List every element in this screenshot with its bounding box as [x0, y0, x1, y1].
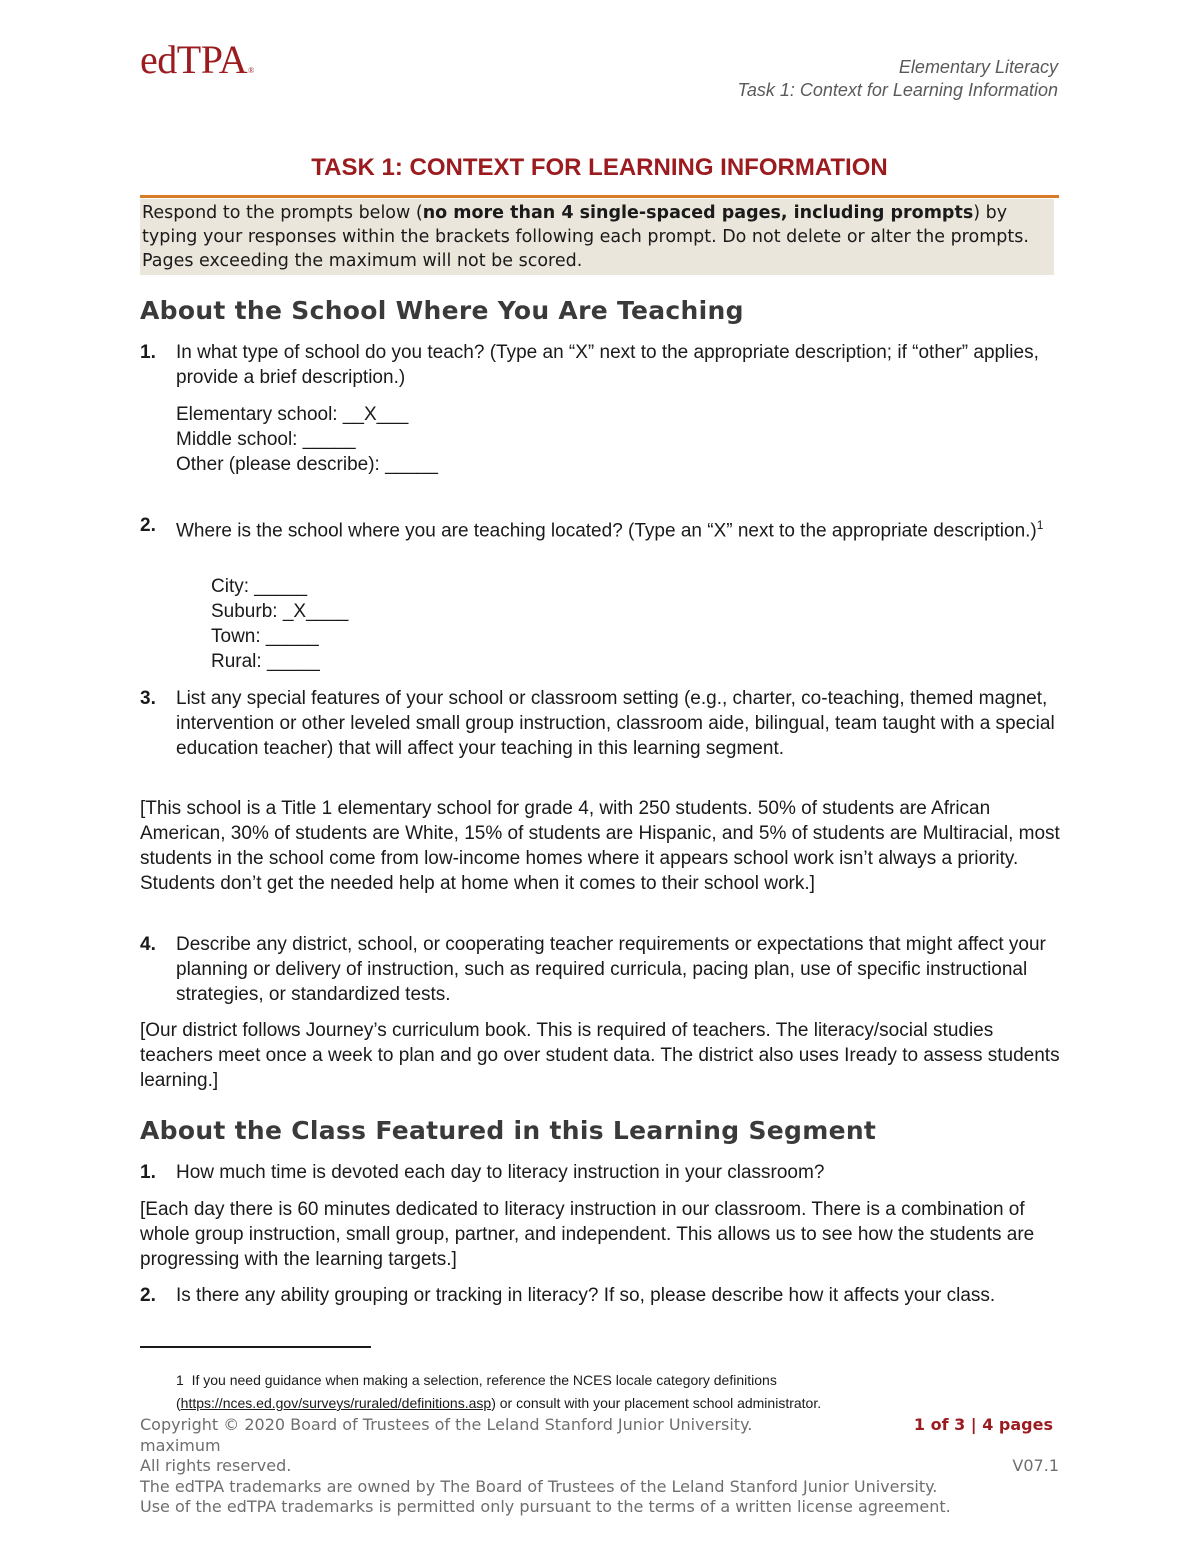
instructions-box: Respond to the prompts below (no more than 4 single-spaced pages, including prompts) by typing your responses within the brackets following each prompt. Do not delete or alter the prompts. Pages exceeding the maximum will not be scored. — [140, 199, 1054, 275]
question-literacy-time: 1. How much time is devoted each day to literacy instruction in your classroom? — [140, 1162, 825, 1183]
footnote-line-2: (https://nces.ed.gov/surveys/ruraled/definitions.asp) or consult with your placement school administrator. — [176, 1395, 822, 1411]
footnote-number: 1 — [176, 1372, 184, 1388]
question-requirements: 4. Describe any district, school, or cooperating teacher requirements or expectations that might affect your planning or delivery of instruction, such as required curricula, pacing plan, use of specific instructional strategies, or standardized tests. — [140, 934, 1046, 1005]
header-task: Task 1: Context for Learning Information — [737, 80, 1058, 100]
section-heading-school: About the School Where You Are Teaching — [140, 296, 744, 325]
page-title: TASK 1: CONTEXT FOR LEARNING INFORMATION — [311, 154, 888, 181]
option-town: Town: _____ — [211, 626, 319, 647]
version-label: V07.1 — [1012, 1456, 1059, 1475]
answer-special-features: [This school is a Title 1 elementary school for grade 4, with 250 students. 50% of students are African American, 30% of students are White, 15% of students are Hispanic, and 5% of students are Multiracial, most students in the school come from low-income homes where it appears school work isn’t always a priority. Students don’t get the needed help at home when it comes to their school work.] — [140, 798, 1060, 894]
option-suburb: Suburb: _X____ — [211, 601, 349, 622]
question-ability-grouping: 2. Is there any ability grouping or tracking in literacy? If so, please describe how it affects your class. — [140, 1285, 996, 1306]
question-school-type: 1. In what type of school do you teach? (Type an “X” next to the appropriate description; if “other” applies, provide a brief description.) — [140, 342, 1039, 388]
footer-trademark-2: Use of the edTPA trademarks is permitted only pursuant to the terms of a written license agreement. — [140, 1497, 951, 1516]
page-maximum: maximum — [140, 1436, 221, 1455]
title-divider — [140, 195, 1059, 198]
footnote-line-1: 1 If you need guidance when making a selection, reference the NCES locale category definitions — [176, 1372, 777, 1388]
option-city: City: _____ — [211, 576, 308, 597]
answer-requirements: [Our district follows Journey’s curriculum book. This is required of teachers. The literacy/social studies teachers meet once a week to plan and go over student data. The district also uses Iready to assess students learning.] — [140, 1020, 1060, 1091]
page-counter: 1 of 3 | 4 pages — [913, 1415, 1053, 1434]
header-subject: Elementary Literacy — [898, 57, 1058, 77]
option-other: Other (please describe): _____ — [176, 454, 438, 475]
option-rural: Rural: _____ — [211, 651, 320, 672]
footer-rights-row: All rights reserved. V07.1 — [140, 1456, 1059, 1475]
section-heading-class: About the Class Featured in this Learning Segment — [140, 1116, 877, 1145]
footnote-ref: 1 — [1036, 518, 1044, 532]
option-middle: Middle school: _____ — [176, 429, 356, 450]
footnote-divider — [140, 1346, 371, 1348]
footer-trademark-1: The edTPA trademarks are owned by The Board of Trustees of the Leland Stanford Junior University. — [140, 1477, 938, 1496]
answer-literacy-time: [Each day there is 60 minutes dedicated to literacy instruction in our classroom. There is a combination of whole group instruction, small group, partner, and independent. This allows us to see how the students are progressing with the learning targets.] — [140, 1199, 1035, 1270]
running-header — [737, 56, 1058, 102]
question-special-features: 3. List any special features of your school or classroom setting (e.g., charter, co-teaching, themed magnet, intervention or other leveled small group instruction, classroom aide, bilingual, team taught with a special education teacher) that will affect your teaching in this learning segment. — [140, 688, 1055, 759]
question-school-location: 2. Where is the school where you are teaching located? (Type an “X” next to the appropriate description.)$^1$ — [140, 515, 1044, 542]
option-elementary: Elementary school: __X___ — [176, 404, 409, 425]
footer-copyright-row: Copyright © 2020 Board of Trustees of the Leland Stanford Junior University. 1 of 3 | 4 pages — [140, 1415, 1053, 1434]
nces-definitions-link[interactable]: https://nces.ed.gov/surveys/ruraled/definitions.asp — [180, 1395, 492, 1411]
edtpa-logo: edTPA® — [140, 37, 254, 82]
